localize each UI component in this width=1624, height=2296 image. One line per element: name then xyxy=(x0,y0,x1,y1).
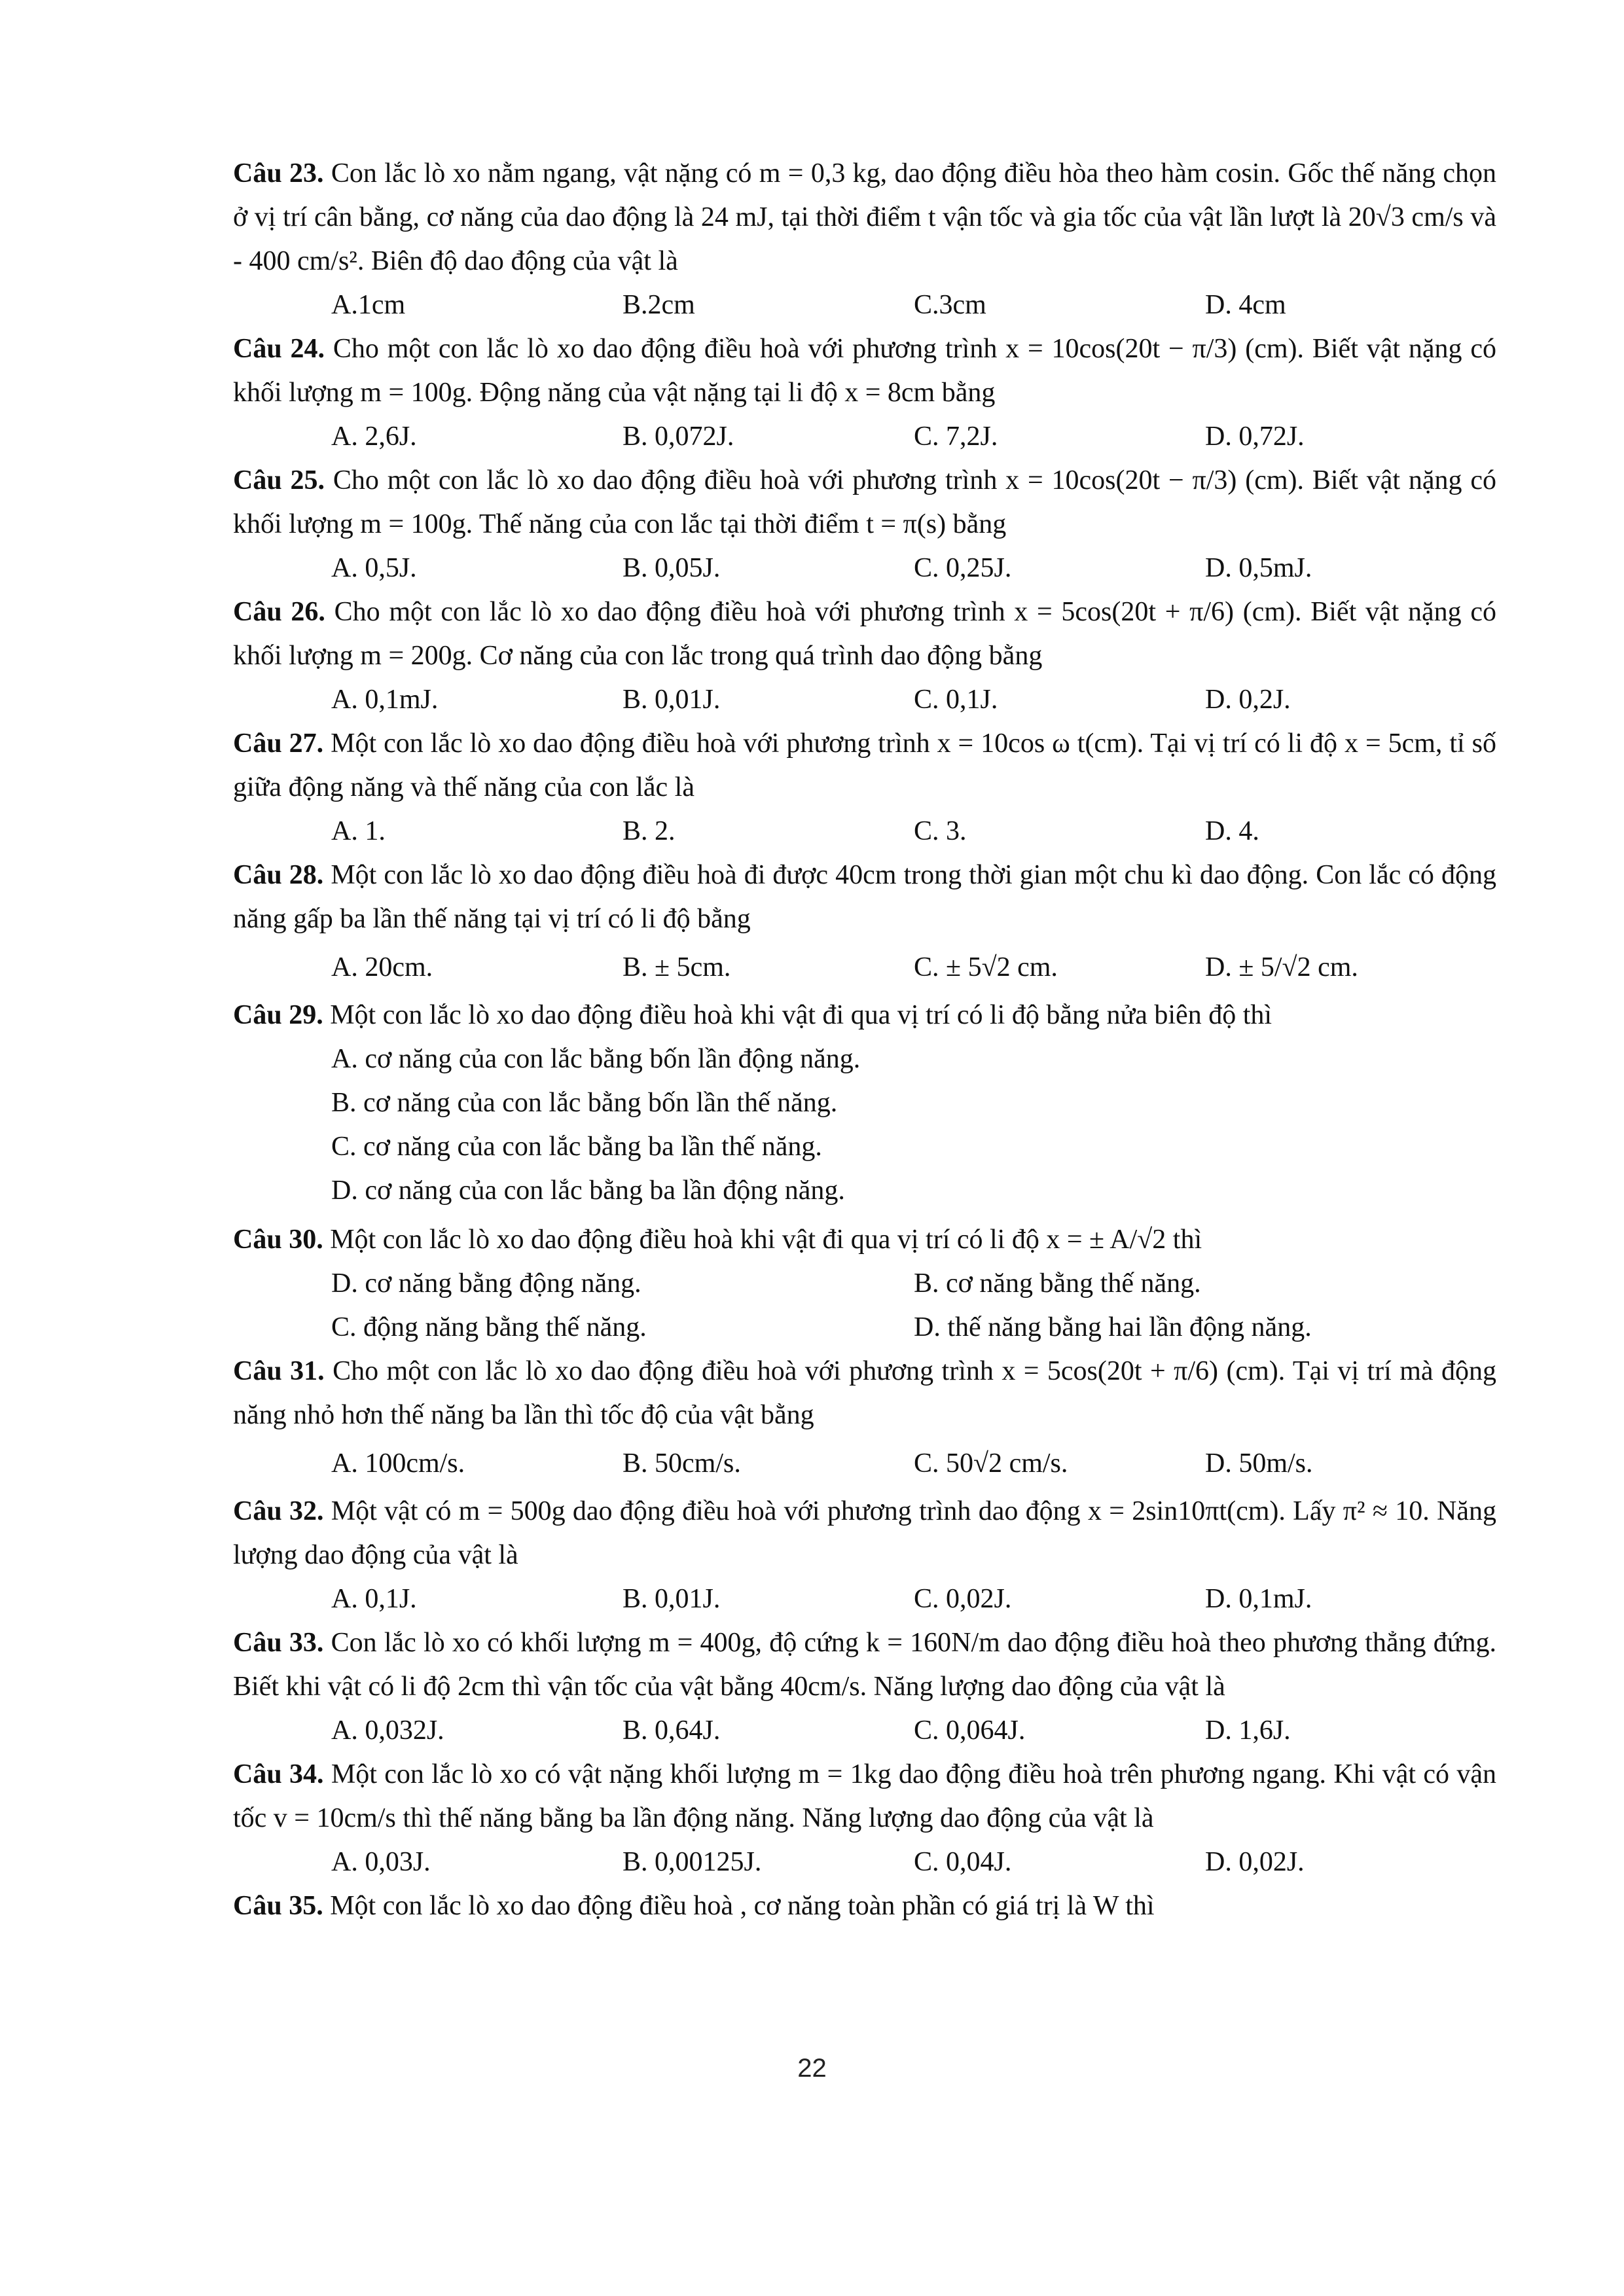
question-26 xyxy=(233,590,1496,722)
option-b: B. 0,072J. xyxy=(623,422,734,452)
question-24 xyxy=(233,327,1496,459)
option-c: C. 3. xyxy=(914,816,967,846)
answer-options xyxy=(233,1037,1496,1213)
question-text: Con lắc lò xo có khối lượng m = 400g, độ cứng k = 160N/m dao động điều hoà theo phương thẳng đứng. Biết khi vật có li độ 2cm thì vận tốc của vật bằng 40cm/s. Năng lượng dao động của vật là xyxy=(233,1628,1496,1702)
option-a: A. 0,032J. xyxy=(331,1715,444,1746)
option-d: D. 0,1mJ. xyxy=(1205,1584,1312,1614)
option-d: D. 0,5mJ. xyxy=(1205,553,1312,583)
answer-options-row-2 xyxy=(233,1306,1496,1350)
question-30 xyxy=(233,1218,1496,1350)
option-a: A. 0,5J. xyxy=(331,553,417,583)
option-b: B. ± 5cm. xyxy=(623,952,731,982)
question-text: Cho một con lắc lò xo dao động điều hoà với phương trình x = 5cos(20t + π/6) (cm). Biết vật nặng có khối lượng m = 200g. Cơ năng của con lắc trong quá trình dao động bằng xyxy=(233,597,1496,671)
question-label: Câu 31. xyxy=(233,1356,325,1386)
option-b: B. 0,00125J. xyxy=(623,1847,762,1877)
question-label: Câu 26. xyxy=(233,597,325,627)
question-label: Câu 23. xyxy=(233,158,324,188)
question-label: Câu 33. xyxy=(233,1628,324,1658)
question-label: Câu 30. xyxy=(233,1225,323,1255)
question-23 xyxy=(233,152,1496,327)
option-b: B. 0,01J. xyxy=(623,1584,721,1614)
option-d: D. 4. xyxy=(1205,816,1259,846)
option-d: D. 0,02J. xyxy=(1205,1847,1305,1877)
answer-options xyxy=(233,547,1496,590)
option-d: D. cơ năng của con lắc bằng ba lần động năng. xyxy=(331,1175,845,1206)
option-d: D. 0,2J. xyxy=(1205,685,1291,715)
answer-options xyxy=(233,283,1496,327)
question-35 xyxy=(233,1884,1496,1928)
question-text: Một con lắc lò xo dao động điều hoà đi được 40cm trong thời gian một chu kì dao động. Con lắc có động năng gấp ba lần thế năng tại vị trí có li độ bằng xyxy=(233,860,1496,934)
question-text: Cho một con lắc lò xo dao động điều hoà với phương trình x = 10cos(20t − π/3) (cm). Biết vật nặng có khối lượng m = 100g. Thế năng của con lắc tại thời điểm t = π(s) bằng xyxy=(233,465,1496,539)
question-text: Cho một con lắc lò xo dao động điều hoà với phương trình x = 10cos(20t − π/3) (cm). Biết vật nặng có khối lượng m = 100g. Động năng của vật nặng tại li độ x = 8cm bằng xyxy=(233,334,1496,408)
option-a: A. 2,6J. xyxy=(331,422,417,452)
option-c: C. động năng bằng thế năng. xyxy=(331,1312,647,1342)
answer-options xyxy=(233,1437,1496,1490)
question-label: Câu 27. xyxy=(233,728,324,759)
question-label: Câu 35. xyxy=(233,1891,323,1921)
answer-options xyxy=(233,415,1496,459)
option-b: B. 0,64J. xyxy=(623,1715,721,1746)
option-b: B.2cm xyxy=(623,290,695,320)
question-label: Câu 28. xyxy=(233,860,324,890)
option-a: A. 0,1mJ. xyxy=(331,685,439,715)
question-label: Câu 32. xyxy=(233,1496,324,1526)
question-31 xyxy=(233,1350,1496,1490)
option-b: B. 50cm/s. xyxy=(623,1448,741,1479)
question-list xyxy=(233,152,1496,1928)
question-text: Một con lắc lò xo dao động điều hoà với phương trình x = 10cos ω t(cm). Tại vị trí có li độ x = 5cm, tỉ số giữa động năng và thế năng của con lắc là xyxy=(233,728,1496,802)
option-a: A. cơ năng của con lắc bằng bốn lần động năng. xyxy=(331,1044,861,1074)
option-b: B. 2. xyxy=(623,816,676,846)
question-label: Câu 25. xyxy=(233,465,325,495)
option-d: D. 4cm xyxy=(1205,290,1286,320)
question-32 xyxy=(233,1490,1496,1621)
question-label: Câu 24. xyxy=(233,334,325,364)
question-text: Một vật có m = 500g dao động điều hoà với phương trình dao động x = 2sin10πt(cm). Lấy π² ≈ 10. Năng lượng dao động của vật là xyxy=(233,1496,1496,1570)
option-d: D. 0,72J. xyxy=(1205,422,1305,452)
option-first: D. cơ năng bằng động năng. xyxy=(331,1268,641,1299)
question-text: Một con lắc lò xo dao động điều hoà khi vật đi qua vị trí có li độ bằng nửa biên độ thì xyxy=(330,1000,1272,1030)
question-label: Câu 34. xyxy=(233,1759,324,1789)
question-25 xyxy=(233,459,1496,590)
question-text: Con lắc lò xo nằm ngang, vật nặng có m = 0,3 kg, dao động điều hòa theo hàm cosin. Gốc thế năng chọn ở vị trí cân bằng, cơ năng của dao động là 24 mJ, tại thời điểm t vận tốc và gia tốc của vật lần lượt là 20√3 cm/s và - 400 cm/s². Biên độ dao động của vật là xyxy=(233,158,1496,276)
option-c: C. 0,064J. xyxy=(914,1715,1026,1746)
option-c: C.3cm xyxy=(914,290,986,320)
option-d: D. ± 5/√2 cm. xyxy=(1205,952,1358,982)
option-a: A. 0,03J. xyxy=(331,1847,431,1877)
option-a: A. 1. xyxy=(331,816,386,846)
question-27 xyxy=(233,722,1496,853)
option-a: A. 100cm/s. xyxy=(331,1448,465,1479)
option-d: D. 50m/s. xyxy=(1205,1448,1313,1479)
option-c: C. 0,1J. xyxy=(914,685,998,715)
option-c: C. 50√2 cm/s. xyxy=(914,1448,1068,1479)
page-number: 22 xyxy=(797,2054,827,2083)
option-a: A. 0,1J. xyxy=(331,1584,417,1614)
question-33 xyxy=(233,1621,1496,1753)
option-b: B. cơ năng bằng thế năng. xyxy=(914,1268,1201,1299)
question-text: Một con lắc lò xo dao động điều hoà , cơ năng toàn phần có giá trị là W thì xyxy=(330,1891,1155,1921)
answer-options xyxy=(233,1840,1496,1884)
option-d: D. 1,6J. xyxy=(1205,1715,1291,1746)
question-text: Một con lắc lò xo dao động điều hoà khi vật đi qua vị trí có li độ x = ± A/√2 thì xyxy=(330,1225,1202,1255)
option-a: A.1cm xyxy=(331,290,406,320)
question-29 xyxy=(233,994,1496,1213)
option-c: C. 0,04J. xyxy=(914,1847,1012,1877)
answer-options xyxy=(233,1577,1496,1621)
option-c: C. 0,25J. xyxy=(914,553,1012,583)
answer-options-row-1 xyxy=(233,1262,1496,1306)
option-a: A. 20cm. xyxy=(331,952,433,982)
option-b: B. 0,01J. xyxy=(623,685,721,715)
question-label: Câu 29. xyxy=(233,1000,323,1030)
answer-options xyxy=(233,1709,1496,1753)
answer-options xyxy=(233,941,1496,994)
answer-options xyxy=(233,810,1496,853)
question-text: Một con lắc lò xo có vật nặng khối lượng m = 1kg dao động điều hoà trên phương ngang. Khi vật có vận tốc v = 10cm/s thì thế năng bằng ba lần động năng. Năng lượng dao động của vật là xyxy=(233,1759,1497,1833)
question-34 xyxy=(233,1753,1496,1884)
question-text: Cho một con lắc lò xo dao động điều hoà với phương trình x = 5cos(20t + π/6) (cm). Tại vị trí mà động năng nhỏ hơn thế năng ba lần thì tốc độ của vật bằng xyxy=(233,1356,1496,1430)
option-c: C. ± 5√2 cm. xyxy=(914,952,1058,982)
answer-options xyxy=(233,678,1496,722)
option-d: D. thế năng bằng hai lần động năng. xyxy=(914,1312,1312,1342)
question-28 xyxy=(233,853,1496,994)
option-c: C. 7,2J. xyxy=(914,422,998,452)
option-c: C. cơ năng của con lắc bằng ba lần thế năng. xyxy=(331,1132,822,1162)
option-c: C. 0,02J. xyxy=(914,1584,1012,1614)
option-b: B. 0,05J. xyxy=(623,553,721,583)
option-b: B. cơ năng của con lắc bằng bốn lần thế năng. xyxy=(331,1088,838,1118)
